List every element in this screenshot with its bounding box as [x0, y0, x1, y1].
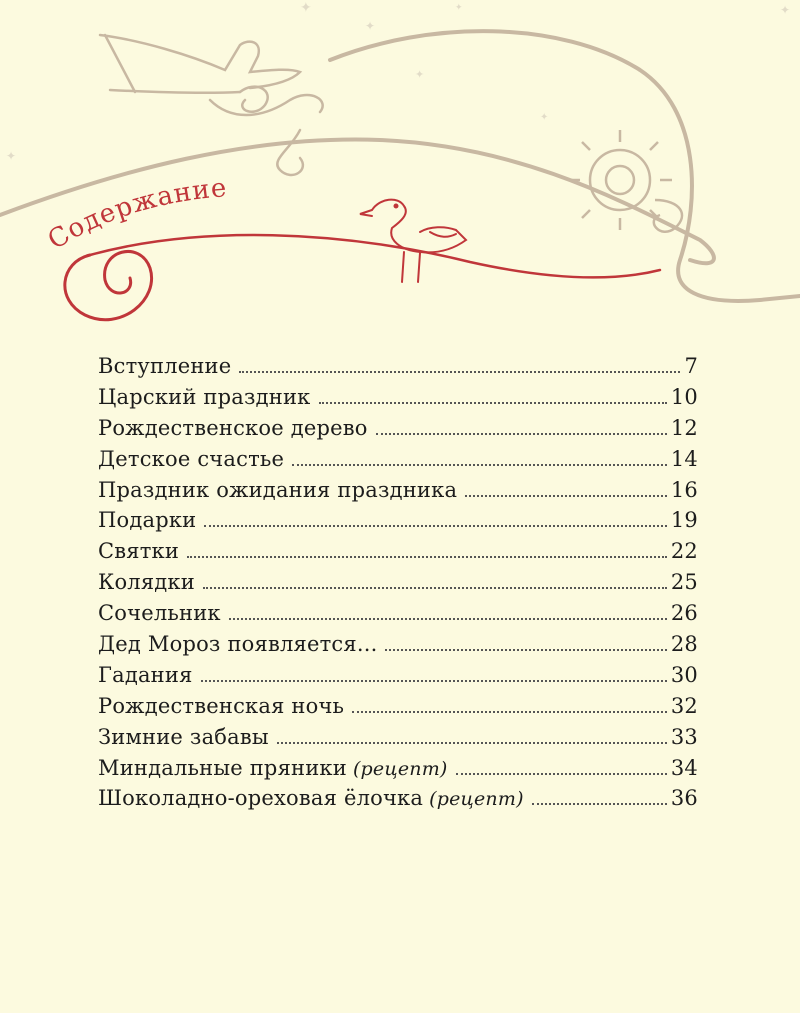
dot-leader	[532, 803, 667, 805]
toc-entry-title	[98, 601, 221, 625]
toc-entry-page-number: 30	[670, 662, 698, 687]
toc-entry-page-number: 19	[670, 508, 698, 533]
toc-entry-title-text: Зимние забавы	[98, 724, 269, 749]
toc-entry-title	[98, 508, 196, 532]
dot-leader	[465, 495, 667, 497]
toc-entry-title	[98, 385, 311, 409]
toc-entry-title-text: Гадания	[98, 662, 193, 687]
toc-entry-note: (рецепт)	[429, 788, 524, 811]
duck-drawing	[360, 200, 466, 282]
toc-entry-page-number: 16	[670, 477, 698, 502]
toc-entry-title-text: Праздник ожидания праздника	[98, 477, 458, 502]
toc-entry-title-text: Святки	[98, 539, 180, 564]
dot-leader	[376, 433, 667, 435]
toc-entry-title-text: Царский праздник	[98, 384, 311, 409]
header-illustration	[0, 0, 800, 340]
svg-text:✦: ✦	[540, 112, 549, 123]
dot-leader	[319, 402, 667, 404]
toc-entry-title-text: Сочельник	[98, 601, 221, 626]
dot-leader	[456, 773, 667, 775]
toc-entry-title-text: Детское счастье	[98, 446, 285, 471]
toc-entry-title	[98, 756, 448, 780]
toc-entry-title-text: Шоколадно-ореховая ёлочка	[98, 786, 424, 811]
svg-text:✦: ✦	[415, 68, 425, 81]
dot-leader	[201, 680, 667, 682]
toc-entry[interactable]	[98, 632, 698, 663]
toc-entry[interactable]	[98, 447, 698, 478]
toc-entry-title-text: Дед Мороз появляется...	[98, 632, 378, 657]
sun-doodle	[568, 130, 682, 232]
upper-arc	[330, 31, 800, 301]
red-swirl	[90, 235, 660, 277]
toc-entry[interactable]	[98, 416, 698, 447]
page-title: Содержание	[42, 173, 229, 256]
dot-leader	[229, 618, 667, 620]
dot-leader	[204, 525, 667, 527]
toc-entry-page-number: 14	[670, 446, 698, 471]
toc-entry[interactable]	[98, 725, 698, 756]
dot-leader	[203, 587, 667, 589]
toc-entry-title	[98, 725, 269, 749]
dot-leader	[277, 742, 667, 744]
toc-entry[interactable]	[98, 478, 698, 509]
toc-entry-title	[98, 478, 457, 502]
toc-entry-title-text: Подарки	[98, 508, 197, 533]
toc-entry[interactable]	[98, 508, 698, 539]
toc-entry-title	[98, 632, 377, 656]
toc-entry-title	[98, 663, 193, 687]
svg-text:✦: ✦	[6, 149, 17, 163]
toc-entry-page-number: 12	[670, 415, 698, 440]
toc-entry-title	[98, 354, 231, 378]
svg-text:✦: ✦	[365, 19, 376, 33]
toc-entry-title	[98, 447, 284, 471]
toc-entry-title	[98, 539, 179, 563]
toc-entry-title	[98, 786, 524, 810]
toc-entry-page-number: 25	[670, 570, 698, 595]
toc-entry-page-number: 10	[670, 384, 698, 409]
toc-entry-title	[98, 416, 368, 440]
toc-entry-title-text: Колядки	[98, 570, 195, 595]
toc-entry[interactable]	[98, 539, 698, 570]
toc-entry-title-text: Вступление	[98, 354, 232, 378]
table-of-contents	[98, 354, 698, 817]
toc-entry-page-number: 33	[670, 724, 698, 749]
toc-entry-title	[98, 694, 344, 718]
toc-entry-page-number: 26	[670, 601, 698, 626]
toc-entry-page-number: 36	[670, 786, 698, 811]
toc-entry[interactable]	[98, 694, 698, 725]
dot-leader	[385, 649, 666, 651]
toc-entry-title	[98, 570, 195, 594]
toc-entry-title-text: Миндальные пряники	[98, 755, 347, 780]
dot-leader	[239, 371, 680, 373]
dot-leader	[187, 556, 667, 558]
toc-entry-page-number: 34	[670, 755, 698, 780]
toc-entry-page-number: 32	[670, 693, 698, 718]
toc-entry[interactable]	[98, 756, 698, 787]
toc-entry-page-number: 7	[684, 354, 698, 378]
svg-text:✦: ✦	[455, 3, 463, 13]
toc-entry-title-text: Рождественское дерево	[98, 415, 368, 440]
toc-entry[interactable]	[98, 601, 698, 632]
toc-entry[interactable]	[98, 385, 698, 416]
svg-text:✦: ✦	[780, 3, 791, 17]
toc-entry[interactable]	[98, 354, 698, 385]
toc-entry-page-number: 22	[670, 539, 698, 564]
dot-leader	[292, 464, 667, 466]
toc-entry-note: (рецепт)	[352, 757, 448, 780]
dot-leader	[352, 711, 667, 713]
toc-entry[interactable]	[98, 786, 698, 817]
toc-entry[interactable]	[98, 570, 698, 601]
toc-entry-title-text: Рождественская ночь	[98, 693, 345, 718]
red-spiral	[65, 251, 152, 319]
toc-entry[interactable]	[98, 663, 698, 694]
sweeping-curve	[0, 140, 714, 264]
star-decorations	[6, 0, 790, 163]
toc-entry-page-number: 28	[670, 632, 698, 657]
svg-text:✦: ✦	[300, 0, 312, 16]
